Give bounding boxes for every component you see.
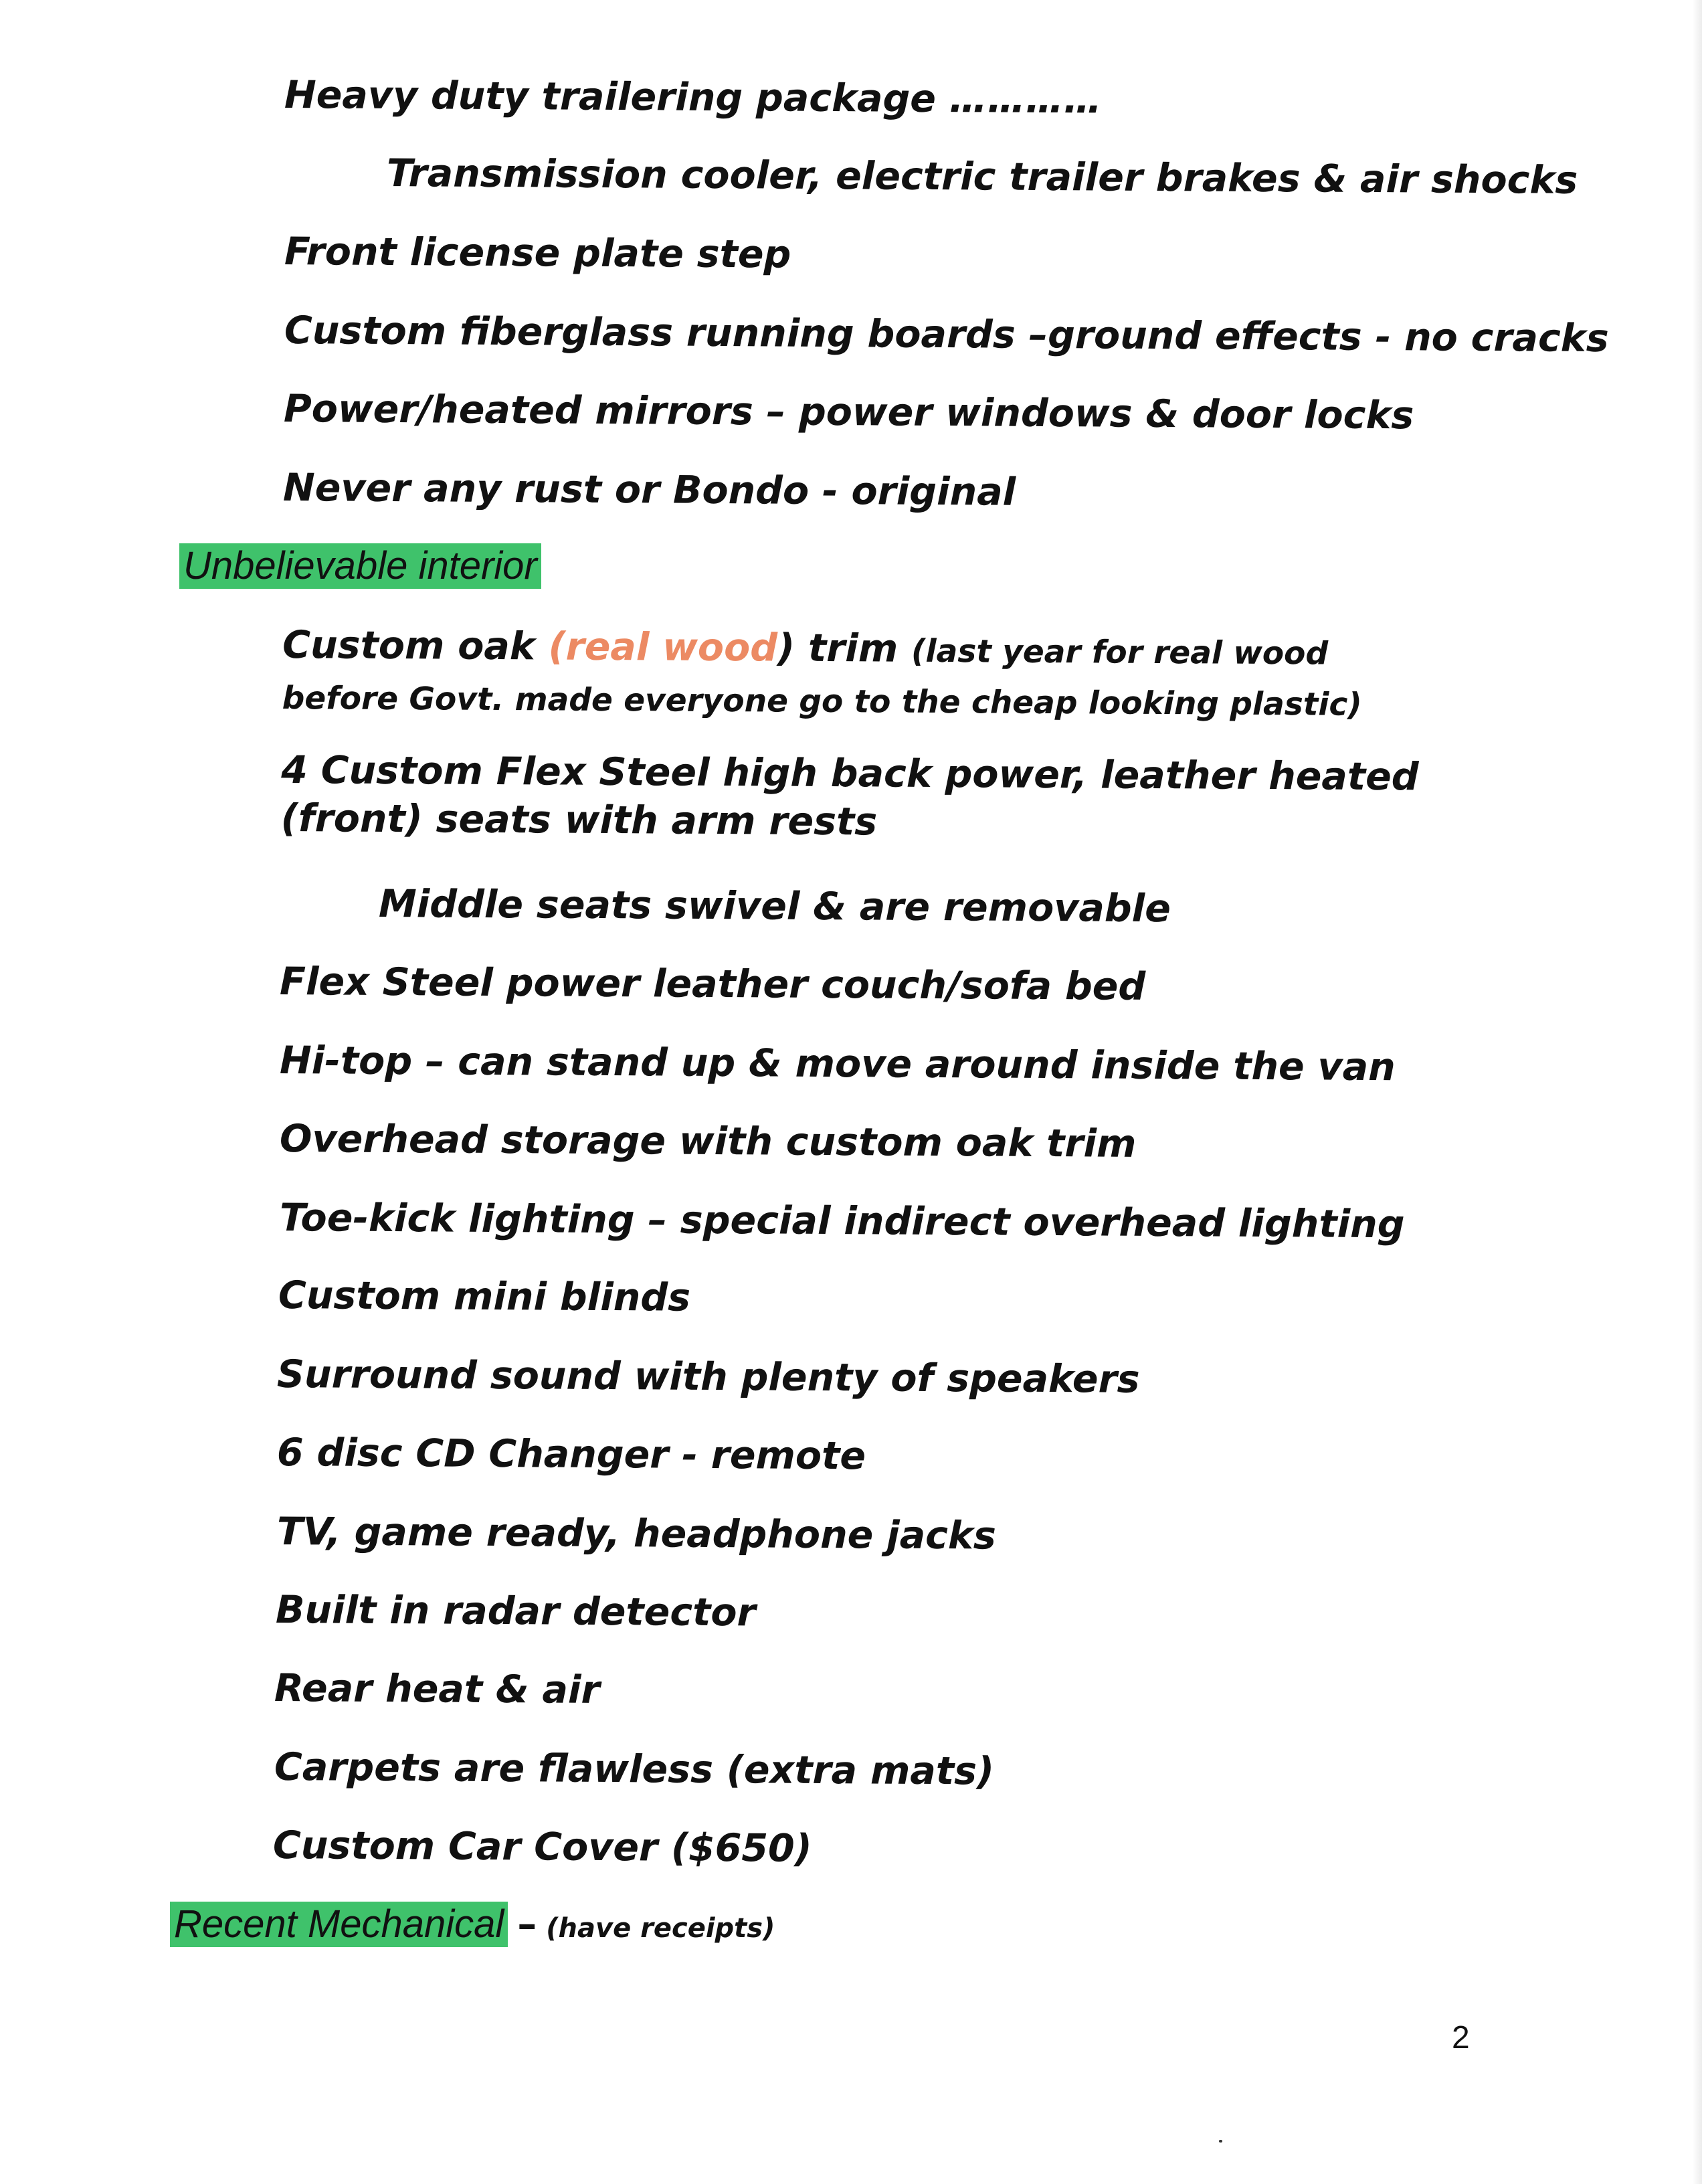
line-overhead-storage: Overhead storage with custom oak trim	[279, 1117, 1137, 1166]
scan-artifact	[1219, 2140, 1222, 2143]
oak-note: (last year for real wood before Govt. made everyone go to the cheap looking plastic)	[282, 632, 1362, 723]
line-car-cover: Custom Car Cover ($650)	[272, 1823, 812, 1871]
line-power-mirrors: Power/heated mirrors – power windows & door locks	[283, 387, 1414, 438]
line-license-plate-step: Front license plate step	[284, 230, 791, 277]
oak-real-wood: (real wood	[548, 624, 778, 670]
page-edge-shadow	[1693, 0, 1702, 2184]
line-rear-heat-air: Rear heat & air	[274, 1666, 600, 1712]
page-number: 2	[1452, 2020, 1470, 2056]
oak-text-pre: Custom oak	[282, 623, 549, 669]
interior-heading	[179, 543, 541, 589]
oak-text-post: ) trim	[777, 626, 912, 671]
line-seats: 4 Custom Flex Steel high back power, leather heated (front) seats with arm rests	[280, 748, 1419, 844]
mechanical-note: (have receipts)	[546, 1913, 775, 1944]
line-surround-sound: Surround sound with plenty of speakers	[276, 1352, 1140, 1402]
line-sofa-bed: Flex Steel power leather couch/sofa bed	[279, 960, 1146, 1009]
line-running-boards: Custom fiberglass running boards –ground effects - no cracks	[284, 308, 1609, 361]
line-tv: TV, game ready, headphone jacks	[276, 1510, 996, 1558]
line-no-rust: Never any rust or Bondo - original	[282, 466, 1016, 515]
interior-heading-highlight: Unbelievable interior	[179, 543, 541, 589]
mechanical-heading-highlight: Recent Mechanical	[170, 1902, 508, 1947]
line-middle-seats: Middle seats swivel & are removable	[378, 882, 1171, 931]
line-transmission-cooler: Transmission cooler, electric trailer brakes & air shocks	[386, 151, 1578, 203]
line-toe-kick-lighting: Toe-kick lighting – special indirect overhead lighting	[279, 1196, 1405, 1247]
line-custom-oak	[282, 621, 1434, 730]
line-carpets: Carpets are flawless (extra mats)	[274, 1745, 995, 1794]
line-cd-changer: 6 disc CD Changer - remote	[276, 1431, 866, 1479]
line-hi-top: Hi-top – can stand up & move around inside the van	[279, 1038, 1396, 1090]
mechanical-heading	[170, 1901, 775, 1951]
line-radar-detector: Built in radar detector	[275, 1588, 756, 1635]
mechanical-dash: –	[517, 1901, 537, 1946]
line-trailering-package: Heavy duty trailering package …………	[284, 73, 1102, 122]
line-mini-blinds: Custom mini blinds	[278, 1273, 691, 1320]
